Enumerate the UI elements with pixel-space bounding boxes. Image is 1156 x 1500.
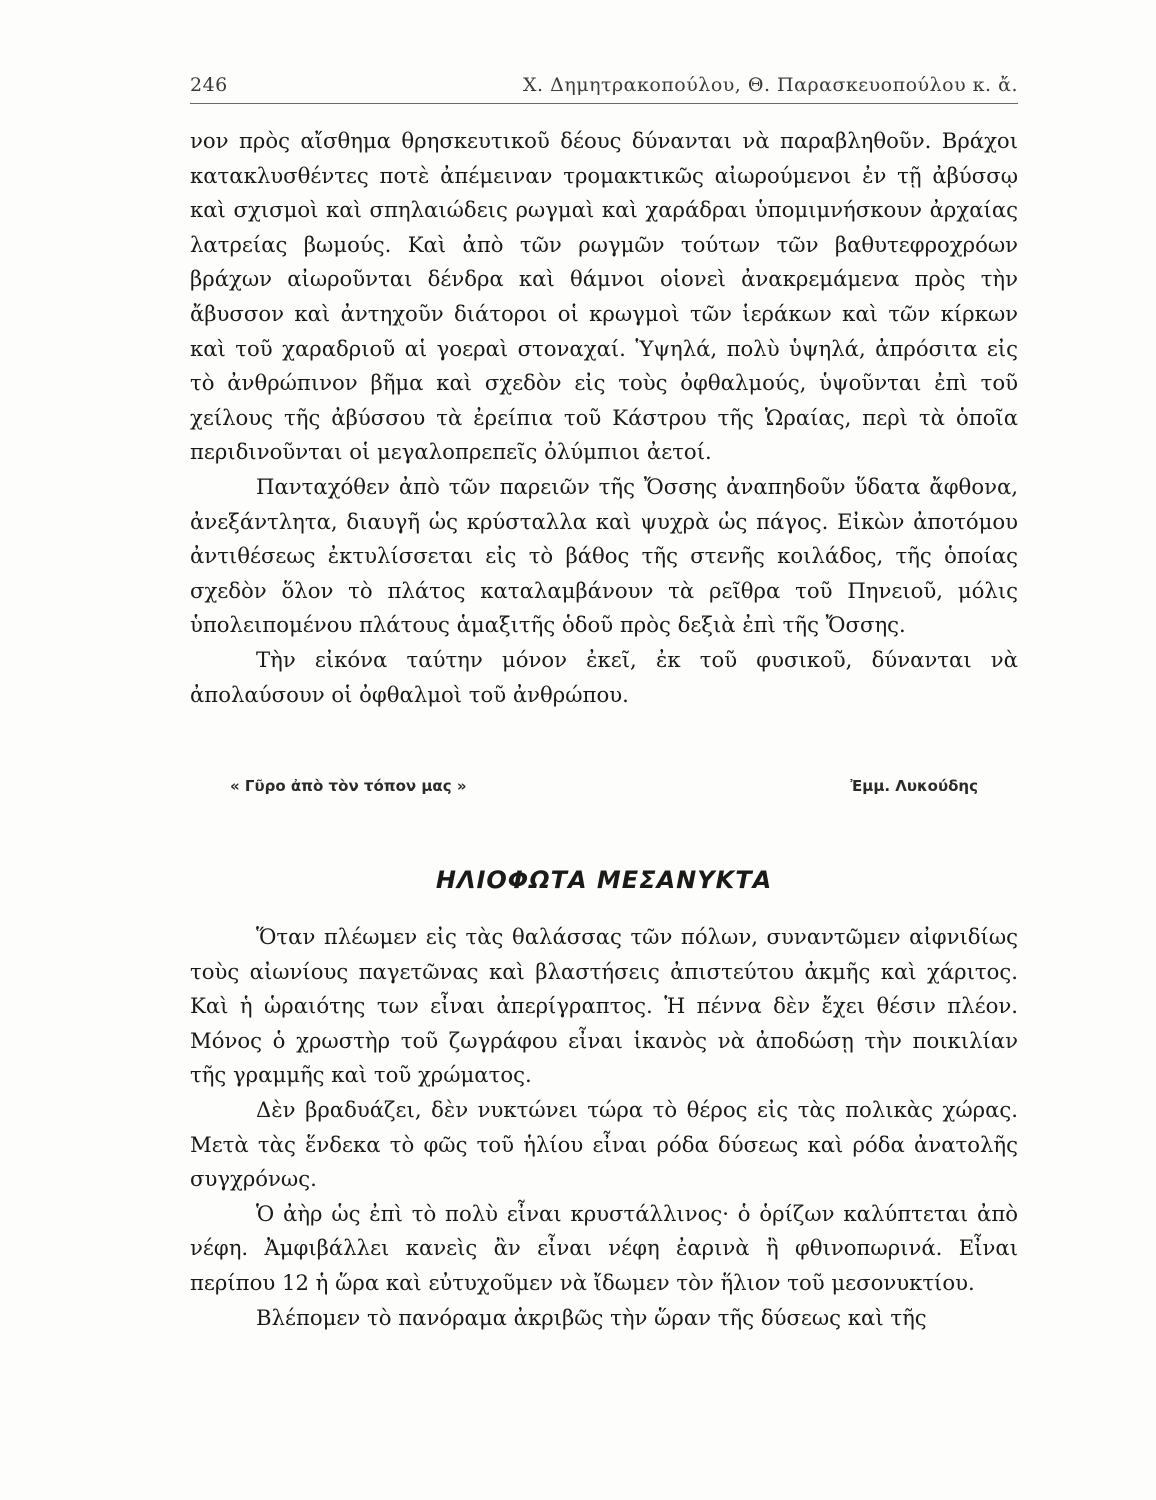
source-title: « Γῦρο ἀπὸ τὸν τόπον μας »: [230, 777, 467, 795]
paragraph: Πανταχόθεν ἀπὸ τῶν παρειῶν τῆς Ὄσσης ἀναπηδοῦν ὕδατα ἄφθονα, ἀνεξάντλητα, διαυγῆ ὡς κρύσταλλα καὶ ψυχρὰ ὡς πάγος. Εἰκὼν ἀποτόμου ἀντιθέσεως ἐκτυλίσσεται εἰς τὸ βάθος τῆς στενῆς κοιλάδος, τῆς ὁποίας σχεδὸν ὅλον τὸ πλάτος καταλαμβάνουν τὰ ρεῖθρα τοῦ Πηνειοῦ, μόλις ὑπολειπομένου πλάτους ἁμαξιτῆς ὁδοῦ πρὸς δεξιὰ ἐπὶ τῆς Ὄσσης.: [190, 473, 1018, 638]
header-rule: [190, 103, 1018, 104]
source-citation: [230, 777, 978, 803]
running-title: Χ. Δημητρακοπούλου, Θ. Παρασκευοπούλου κ. ἄ.: [523, 74, 1018, 96]
paragraph: νον πρὸς αἴσθημα θρησκευτικοῦ δέους δύνανται νὰ παραβληθοῦν. Βράχοι κατακλυσθέντες ποτὲ ἀπέμειναν τρομακτικῶς αἰωρούμενοι ἐν τῇ ἀβύσσῳ καὶ σχισμοὶ καὶ σπηλαιώδεις ρωγμαὶ καὶ χαράδραι ὑπομιμνήσκουν ἀρχαίας λατρείας βωμούς. Καὶ ἀπὸ τῶν ρωγμῶν τούτων τῶν βαθυτεφροχρόων βράχων αἰωροῦνται δένδρα καὶ θάμνοι οἱονεὶ ἀνακρεμάμενα πρὸς τὴν ἄβυσσον καὶ ἀντηχοῦν διάτοροι οἱ κρωγμοὶ τῶν ἱεράκων καὶ τῶν κίρκων καὶ τοῦ χαραδριοῦ αἱ γοεραὶ στοναχαί. Ὑψηλά, πολὺ ὑψηλά, ἀπρόσιτα εἰς τὸ ἀνθρώπινον βῆμα καὶ σχεδὸν εἰς τοὺς ὀφθαλμούς, ὑψοῦνται ἐπὶ τοῦ χείλους τῆς ἀβύσσου τὰ ἐρείπια τοῦ Κάστρου τῆς Ὡραίας, περὶ τὰ ὁποῖα περιδινοῦνται οἱ μεγαλοπρεπεῖς ὀλύμπιοι ἀετοί.: [190, 128, 1018, 465]
page-number: 246: [190, 74, 228, 96]
paragraph: Τὴν εἰκόνα ταύτην μόνον ἐκεῖ, ἐκ τοῦ φυσικοῦ, δύνανται νὰ ἀπολαύσουν οἱ ὀφθαλμοὶ τοῦ ἀνθρώπου.: [190, 646, 1018, 707]
paragraph: Ὅταν πλέωμεν εἰς τὰς θαλάσσας τῶν πόλων, συναντῶμεν αἰφνιδίως τοὺς αἰωνίους παγετῶνας καὶ βλαστήσεις ἀπιστεύτου ἀκμῆς καὶ χάριτος. Καὶ ἡ ὡραιότης των εἶναι ἀπερίγραπτος. Ἡ πέννα δὲν ἔχει θέσιν πλέον. Μόνος ὁ χρωστὴρ τοῦ ζωγράφου εἶναι ἱκανὸς νὰ ἀποδώσῃ τὴν ποικιλίαν τῆς γραμμῆς καὶ τοῦ χρώματος.: [190, 924, 1018, 1088]
source-author: Ἐμμ. Λυκούδης: [850, 777, 978, 795]
paragraph: Δὲν βραδυάζει, δὲν νυκτώνει τώρα τὸ θέρος εἰς τὰς πολικὰς χώρας. Μετὰ τὰς ἕνδεκα τὸ φῶς τοῦ ἡλίου εἶναι ρόδα δύσεως καὶ ρόδα ἀνατολῆς συγχρόνως.: [190, 1096, 1018, 1192]
article-heading: ΗΛΙΟΦΩΤΑ ΜΕΣΑΝΥΚΤΑ: [435, 866, 773, 894]
page-header: [190, 74, 1018, 104]
article-body: [190, 920, 1018, 1335]
paragraph: Ὁ ἀὴρ ὡς ἐπὶ τὸ πολὺ εἶναι κρυστάλλινος· ὁ ὁρίζων καλύπτεται ἀπὸ νέφη. Ἀμφιβάλλει κανεὶς ἂν εἶναι νέφη ἐαρινὰ ἢ φθινοπωρινά. Εἶναι περίπου 12 ἡ ὥρα καὶ εὐτυχοῦμεν νὰ ἴδωμεν τὸν ἥλιον τοῦ μεσονυκτίου.: [190, 1200, 1018, 1295]
paragraph: Βλέπομεν τὸ πανόραμα ἀκριβῶς τὴν ὥραν τῆς δύσεως καὶ τῆς: [256, 1304, 927, 1330]
article-continuation: [190, 124, 1018, 712]
